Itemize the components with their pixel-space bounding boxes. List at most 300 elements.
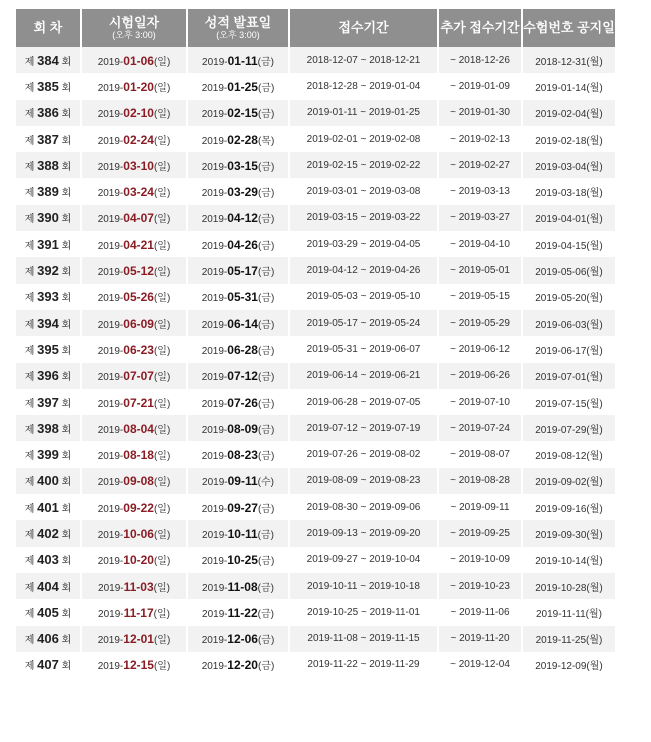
exam-year: 2019- xyxy=(97,319,124,331)
result-date-cell xyxy=(188,100,288,126)
result-date-cell xyxy=(188,126,288,152)
ticket-notice-cell: 2019-08-12(월) xyxy=(523,441,615,467)
table-row xyxy=(16,257,615,283)
exam-date-cell xyxy=(82,310,186,336)
round-cell xyxy=(16,547,80,573)
ticket-notice-cell: 2019-09-16(월) xyxy=(523,494,615,520)
exam-weekday: (일) xyxy=(153,582,170,594)
result-date-cell xyxy=(188,652,288,678)
ticket-notice-cell: 2019-01-14(월) xyxy=(523,73,615,99)
exam-month-day: 09-08 xyxy=(123,474,154,489)
result-date-cell xyxy=(188,573,288,599)
result-date-cell xyxy=(188,178,288,204)
extra-registration-cell: ~ 2019-01-09 xyxy=(439,73,521,99)
round-number: 385 xyxy=(37,78,59,94)
exam-month-day: 04-07 xyxy=(123,211,154,226)
exam-weekday: (일) xyxy=(153,529,171,541)
exam-month-day: 03-10 xyxy=(123,158,154,173)
header-result-date-label: 성적 발표일 xyxy=(204,14,272,30)
exam-weekday: (일) xyxy=(153,56,171,68)
exam-year: 2019- xyxy=(97,503,124,515)
ticket-notice-cell: 2019-03-18(월) xyxy=(523,178,615,204)
result-date-cell xyxy=(188,626,288,652)
ticket-notice-cell: 2018-12-31(월) xyxy=(523,47,615,73)
table-row xyxy=(16,573,615,599)
round-prefix: 제 xyxy=(24,608,35,620)
round-suffix: 회 xyxy=(61,82,72,94)
round-prefix: 제 xyxy=(24,319,35,331)
result-year: 2019- xyxy=(201,503,228,515)
exam-date-cell xyxy=(82,73,186,99)
exam-month-day: 09-22 xyxy=(123,500,154,515)
exam-date-cell xyxy=(82,599,186,625)
registration-period-cell: 2019-03-15 ~ 2019-03-22 xyxy=(290,205,437,231)
result-month-day: 03-29 xyxy=(227,185,258,200)
result-month-day: 05-31 xyxy=(227,290,258,305)
table-row xyxy=(16,363,615,389)
table-row xyxy=(16,494,615,520)
result-month-day: 04-26 xyxy=(227,237,258,252)
exam-year: 2019- xyxy=(97,135,124,147)
exam-month-day: 01-20 xyxy=(123,79,154,94)
round-number: 390 xyxy=(37,210,59,226)
round-prefix: 제 xyxy=(24,214,35,226)
exam-date-cell xyxy=(82,257,186,283)
exam-weekday: (일) xyxy=(153,82,171,94)
exam-month-day: 04-21 xyxy=(123,237,154,252)
result-date-cell xyxy=(188,336,288,362)
exam-year: 2019- xyxy=(98,608,124,620)
header-exam-date xyxy=(82,9,186,47)
registration-period-cell: 2019-11-08 ~ 2019-11-15 xyxy=(290,626,437,652)
round-prefix: 제 xyxy=(24,372,35,384)
exam-month-day: 01-06 xyxy=(123,53,154,68)
exam-weekday: (일) xyxy=(153,109,171,121)
round-suffix: 회 xyxy=(61,267,72,279)
result-month-day: 11-08 xyxy=(227,579,258,594)
result-month-day: 04-12 xyxy=(227,211,258,226)
exam-weekday: (일) xyxy=(153,161,171,173)
result-month-day: 10-11 xyxy=(227,526,258,541)
extra-registration-cell: ~ 2019-09-11 xyxy=(439,494,521,520)
exam-month-day: 10-20 xyxy=(123,553,154,568)
extra-registration-cell: ~ 2019-11-06 xyxy=(439,599,521,625)
result-weekday: (금) xyxy=(257,161,275,173)
extra-registration-cell: ~ 2019-05-01 xyxy=(439,257,521,283)
round-prefix: 제 xyxy=(24,582,35,594)
round-cell xyxy=(16,520,80,546)
exam-month-day: 11-03 xyxy=(123,579,154,594)
result-month-day: 08-09 xyxy=(227,421,258,436)
round-number: 407 xyxy=(37,657,59,673)
table-row xyxy=(16,100,615,126)
extra-registration-cell: ~ 2019-08-28 xyxy=(439,468,521,494)
round-cell xyxy=(16,178,80,204)
exam-date-cell xyxy=(82,126,186,152)
result-weekday: (금) xyxy=(257,556,275,568)
exam-weekday: (일) xyxy=(153,398,171,410)
round-prefix: 제 xyxy=(24,109,35,121)
ticket-notice-cell: 2019-02-04(월) xyxy=(523,100,615,126)
result-month-day: 03-15 xyxy=(227,158,258,173)
table-row xyxy=(16,231,615,257)
registration-period-cell: 2019-02-01 ~ 2019-02-08 xyxy=(290,126,437,152)
header-registration-label: 접수기간 xyxy=(338,20,389,35)
result-weekday: (금) xyxy=(257,267,275,279)
exam-date-cell xyxy=(82,205,186,231)
exam-date-cell xyxy=(82,626,186,652)
exam-weekday: (일) xyxy=(153,345,171,357)
exam-year: 2019- xyxy=(97,451,124,463)
registration-period-cell: 2019-10-11 ~ 2019-10-18 xyxy=(290,573,437,599)
exam-year: 2019- xyxy=(97,398,124,410)
round-prefix: 제 xyxy=(24,556,35,568)
ticket-notice-cell: 2019-07-01(월) xyxy=(523,363,615,389)
round-suffix: 회 xyxy=(61,319,72,331)
exam-weekday: (일) xyxy=(153,214,171,226)
extra-registration-cell: ~ 2019-10-23 xyxy=(439,573,521,599)
header-extra-registration-label: 추가 접수기간 xyxy=(440,20,520,35)
round-number: 399 xyxy=(37,447,59,463)
round-number: 405 xyxy=(37,604,59,620)
result-year: 2019- xyxy=(202,608,228,620)
round-suffix: 회 xyxy=(61,582,72,594)
exam-date-cell xyxy=(82,520,186,546)
result-weekday: (금) xyxy=(257,319,275,331)
exam-weekday: (일) xyxy=(153,267,171,279)
exam-weekday: (일) xyxy=(153,661,171,673)
result-year: 2019- xyxy=(201,267,228,279)
registration-period-cell: 2019-06-14 ~ 2019-06-21 xyxy=(290,363,437,389)
result-date-cell xyxy=(188,389,288,415)
header-extra-registration xyxy=(439,9,521,47)
result-year: 2019- xyxy=(202,56,228,68)
exam-date-cell xyxy=(82,152,186,178)
exam-month-day: 06-23 xyxy=(123,342,154,357)
result-month-day: 02-28 xyxy=(227,132,258,147)
result-month-day: 11-22 xyxy=(227,605,258,620)
exam-year: 2019- xyxy=(98,582,124,594)
result-year: 2019- xyxy=(202,529,228,541)
round-cell xyxy=(16,47,80,73)
registration-period-cell: 2019-07-12 ~ 2019-07-19 xyxy=(290,415,437,441)
round-prefix: 제 xyxy=(24,56,35,68)
table-row xyxy=(16,520,615,546)
round-number: 389 xyxy=(37,184,59,200)
result-weekday: (금) xyxy=(257,56,274,68)
table-row xyxy=(16,652,615,678)
round-suffix: 회 xyxy=(61,556,72,568)
extra-registration-cell: ~ 2019-07-10 xyxy=(439,389,521,415)
exam-year: 2019- xyxy=(97,56,124,68)
table-row xyxy=(16,178,615,204)
exam-date-cell xyxy=(82,231,186,257)
round-cell xyxy=(16,573,80,599)
round-cell xyxy=(16,626,80,652)
exam-date-cell xyxy=(82,284,186,310)
result-date-cell xyxy=(188,47,288,73)
exam-date-cell xyxy=(82,415,186,441)
round-suffix: 회 xyxy=(61,398,72,410)
round-suffix: 회 xyxy=(61,56,72,68)
exam-month-day: 05-26 xyxy=(123,290,154,305)
result-month-day: 10-25 xyxy=(227,553,258,568)
table-row xyxy=(16,284,615,310)
result-year: 2019- xyxy=(201,161,228,173)
header-registration xyxy=(290,9,437,47)
round-number: 406 xyxy=(37,631,59,647)
extra-registration-cell: ~ 2019-02-13 xyxy=(439,126,521,152)
round-suffix: 회 xyxy=(61,451,72,463)
result-month-day: 12-20 xyxy=(227,658,258,673)
extra-registration-cell: ~ 2019-10-09 xyxy=(439,547,521,573)
round-number: 395 xyxy=(37,341,59,357)
exam-date-cell xyxy=(82,652,186,678)
result-date-cell xyxy=(188,205,288,231)
result-weekday: (금) xyxy=(257,345,275,357)
table-row xyxy=(16,126,615,152)
result-month-day: 12-06 xyxy=(227,632,258,647)
result-date-cell xyxy=(188,547,288,573)
exam-date-cell xyxy=(82,47,186,73)
extra-registration-cell: ~ 2019-04-10 xyxy=(439,231,521,257)
ticket-notice-cell: 2019-02-18(월) xyxy=(523,126,615,152)
round-prefix: 제 xyxy=(24,82,35,94)
header-exam-date-time: (오후 3:00) xyxy=(112,29,156,40)
exam-month-day: 06-09 xyxy=(123,316,154,331)
round-number: 387 xyxy=(37,131,59,147)
result-month-day: 06-14 xyxy=(227,316,258,331)
registration-period-cell: 2018-12-28 ~ 2019-01-04 xyxy=(290,73,437,99)
result-month-day: 08-23 xyxy=(227,448,258,463)
result-month-day: 02-15 xyxy=(227,106,258,121)
result-year: 2019- xyxy=(201,345,228,357)
ticket-notice-cell: 2019-03-04(월) xyxy=(523,152,615,178)
result-weekday: (금) xyxy=(257,635,275,647)
result-date-cell xyxy=(188,520,288,546)
registration-period-cell: 2019-08-09 ~ 2019-08-23 xyxy=(290,468,437,494)
exam-year: 2019- xyxy=(97,267,124,279)
ticket-notice-cell: 2019-09-02(월) xyxy=(523,468,615,494)
round-number: 397 xyxy=(37,394,59,410)
registration-period-cell: 2019-04-12 ~ 2019-04-26 xyxy=(290,257,437,283)
result-month-day: 01-25 xyxy=(227,79,258,94)
registration-period-cell: 2019-08-30 ~ 2019-09-06 xyxy=(290,494,437,520)
round-number: 400 xyxy=(37,473,59,489)
exam-month-day: 12-01 xyxy=(123,632,154,647)
table-row xyxy=(16,547,615,573)
exam-year: 2019- xyxy=(97,556,124,568)
table-body xyxy=(16,47,615,678)
exam-date-cell xyxy=(82,468,186,494)
registration-period-cell: 2019-10-25 ~ 2019-11-01 xyxy=(290,599,437,625)
round-suffix: 회 xyxy=(61,214,72,226)
result-date-cell xyxy=(188,152,288,178)
round-cell xyxy=(16,73,80,99)
round-cell xyxy=(16,205,80,231)
round-suffix: 회 xyxy=(61,503,72,515)
exam-weekday: (일) xyxy=(153,240,171,252)
table-row xyxy=(16,310,615,336)
exam-weekday: (일) xyxy=(153,319,171,331)
round-prefix: 제 xyxy=(24,188,35,200)
ticket-notice-cell: 2019-11-25(월) xyxy=(523,626,615,652)
result-year: 2019- xyxy=(201,214,228,226)
round-number: 403 xyxy=(37,552,59,568)
round-suffix: 회 xyxy=(61,424,72,436)
round-prefix: 제 xyxy=(24,503,35,515)
result-year: 2019- xyxy=(201,398,228,410)
round-suffix: 회 xyxy=(61,608,72,620)
round-cell xyxy=(16,363,80,389)
result-date-cell xyxy=(188,468,288,494)
extra-registration-cell: ~ 2019-01-30 xyxy=(439,100,521,126)
round-cell xyxy=(16,126,80,152)
table-row xyxy=(16,468,615,494)
ticket-notice-cell: 2019-05-20(월) xyxy=(523,284,615,310)
result-month-day: 09-11 xyxy=(227,474,258,489)
exam-weekday: (일) xyxy=(153,608,170,620)
exam-weekday: (일) xyxy=(153,503,171,515)
round-number: 401 xyxy=(37,499,59,515)
result-date-cell xyxy=(188,441,288,467)
result-year: 2019- xyxy=(202,582,228,594)
round-suffix: 회 xyxy=(61,635,72,647)
round-number: 393 xyxy=(37,289,59,305)
registration-period-cell: 2019-06-28 ~ 2019-07-05 xyxy=(290,389,437,415)
round-prefix: 제 xyxy=(24,267,35,279)
ticket-notice-cell: 2019-09-30(월) xyxy=(523,520,615,546)
result-year: 2019- xyxy=(201,424,228,436)
result-year: 2019- xyxy=(201,188,228,200)
result-weekday: (목) xyxy=(257,135,275,147)
result-month-day: 09-27 xyxy=(227,500,258,515)
exam-date-cell xyxy=(82,389,186,415)
table-row xyxy=(16,47,615,73)
result-weekday: (금) xyxy=(257,109,275,121)
registration-period-cell: 2018-12-07 ~ 2018-12-21 xyxy=(290,47,437,73)
ticket-notice-cell: 2019-04-15(월) xyxy=(523,231,615,257)
registration-period-cell: 2019-09-27 ~ 2019-10-04 xyxy=(290,547,437,573)
result-date-cell xyxy=(188,599,288,625)
round-number: 394 xyxy=(37,315,59,331)
round-cell xyxy=(16,310,80,336)
round-prefix: 제 xyxy=(24,398,35,410)
table-row xyxy=(16,626,615,652)
extra-registration-cell: ~ 2019-06-26 xyxy=(439,363,521,389)
exam-year: 2019- xyxy=(97,293,124,305)
round-number: 396 xyxy=(37,368,59,384)
exam-month-day: 05-12 xyxy=(123,264,154,279)
result-weekday: (금) xyxy=(257,214,275,226)
exam-month-day: 08-04 xyxy=(123,421,154,436)
extra-registration-cell: ~ 2019-05-29 xyxy=(439,310,521,336)
result-weekday: (금) xyxy=(257,608,274,620)
ticket-notice-cell: 2019-07-15(월) xyxy=(523,389,615,415)
exam-weekday: (일) xyxy=(153,424,171,436)
round-prefix: 제 xyxy=(24,477,35,489)
exam-month-day: 07-07 xyxy=(123,369,154,384)
registration-period-cell: 2019-05-31 ~ 2019-06-07 xyxy=(290,336,437,362)
exam-year: 2019- xyxy=(97,161,124,173)
result-weekday: (금) xyxy=(257,582,274,594)
exam-year: 2019- xyxy=(97,109,124,121)
result-month-day: 07-12 xyxy=(227,369,258,384)
round-suffix: 회 xyxy=(61,661,72,673)
round-suffix: 회 xyxy=(61,477,72,489)
extra-registration-cell: ~ 2019-03-13 xyxy=(439,178,521,204)
result-weekday: (금) xyxy=(257,424,275,436)
exam-year: 2019- xyxy=(97,345,124,357)
round-suffix: 회 xyxy=(61,188,72,200)
exam-weekday: (일) xyxy=(153,188,171,200)
result-weekday: (금) xyxy=(257,240,275,252)
result-date-cell xyxy=(188,231,288,257)
exam-weekday: (일) xyxy=(153,135,171,147)
registration-period-cell: 2019-09-13 ~ 2019-09-20 xyxy=(290,520,437,546)
exam-year: 2019- xyxy=(97,635,124,647)
exam-year: 2019- xyxy=(97,529,124,541)
exam-year: 2019- xyxy=(97,214,124,226)
result-date-cell xyxy=(188,494,288,520)
extra-registration-cell: ~ 2019-11-20 xyxy=(439,626,521,652)
result-weekday: (금) xyxy=(257,661,275,673)
table-row xyxy=(16,73,615,99)
header-row xyxy=(16,9,615,47)
header-ticket-notice xyxy=(523,9,615,47)
result-year: 2019- xyxy=(201,319,228,331)
result-date-cell xyxy=(188,415,288,441)
registration-period-cell: 2019-01-11 ~ 2019-01-25 xyxy=(290,100,437,126)
round-number: 386 xyxy=(37,105,59,121)
result-date-cell xyxy=(188,310,288,336)
result-weekday: (금) xyxy=(257,82,275,94)
ticket-notice-cell: 2019-05-06(월) xyxy=(523,257,615,283)
exam-date-cell xyxy=(82,441,186,467)
exam-month-day: 03-24 xyxy=(123,185,154,200)
header-exam-date-label: 시험일자 xyxy=(108,14,160,30)
extra-registration-cell: ~ 2019-12-04 xyxy=(439,652,521,678)
round-suffix: 회 xyxy=(61,135,72,147)
round-number: 388 xyxy=(37,157,59,173)
round-cell xyxy=(16,100,80,126)
result-weekday: (수) xyxy=(257,477,274,489)
round-cell xyxy=(16,494,80,520)
exam-year: 2019- xyxy=(97,240,124,252)
exam-year: 2019- xyxy=(97,82,124,94)
round-cell xyxy=(16,468,80,494)
result-year: 2019- xyxy=(201,372,228,384)
round-prefix: 제 xyxy=(24,451,35,463)
result-weekday: (금) xyxy=(257,293,275,305)
exam-month-day: 07-21 xyxy=(123,395,154,410)
ticket-notice-cell: 2019-11-11(월) xyxy=(523,599,615,625)
table-row xyxy=(16,415,615,441)
result-year: 2019- xyxy=(201,451,228,463)
exam-date-cell xyxy=(82,363,186,389)
result-weekday: (금) xyxy=(257,372,275,384)
exam-year: 2019- xyxy=(97,477,124,489)
header-round xyxy=(16,9,80,47)
registration-period-cell: 2019-03-01 ~ 2019-03-08 xyxy=(290,178,437,204)
round-number: 404 xyxy=(37,578,59,594)
exam-weekday: (일) xyxy=(153,477,171,489)
exam-weekday: (일) xyxy=(153,556,171,568)
ticket-notice-cell: 2019-10-14(월) xyxy=(523,547,615,573)
round-cell xyxy=(16,652,80,678)
result-weekday: (금) xyxy=(257,398,275,410)
exam-year: 2019- xyxy=(97,661,124,673)
